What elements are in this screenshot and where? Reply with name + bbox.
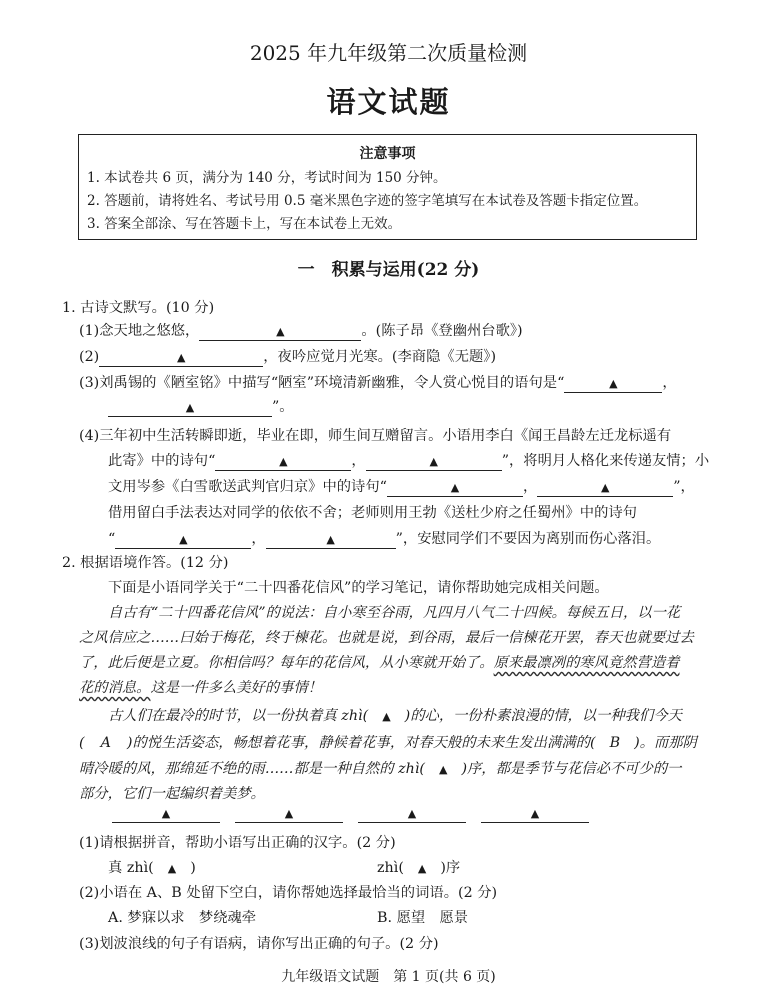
- comma: ，: [662, 375, 677, 391]
- answer-blank: [108, 398, 272, 417]
- q2-p2-line-4: 部分，它们一起编织着美梦。: [79, 786, 265, 802]
- wavy-underline-sentence: 花的消息。: [79, 680, 151, 696]
- q1-s2-label: (2): [79, 349, 100, 365]
- q1-stem: 1. 古诗文默写。(10 分): [62, 300, 215, 316]
- blank-label-b: B: [609, 735, 621, 751]
- answer-blank: [99, 348, 263, 367]
- triangle-marker: ▲: [326, 533, 335, 546]
- q2-sub-3: (3)划波浪线的句子有语病，请你写出正确的句子。(2 分): [79, 936, 439, 952]
- q2-p2-text: )的心，一份朴素浪漫的情，以一种我们今天: [404, 708, 682, 724]
- wavy-underline-sentence: 原来最凛冽的寒风竟然营造着: [493, 655, 680, 671]
- answer-blank: [215, 452, 351, 471]
- q1-sentence-4-line-1: (4)三年初中生活转瞬即逝，毕业在即，师生间互赠留言。小语用李白《闻王昌龄左迁龙标遥有: [79, 428, 672, 444]
- q1-sentence-3-cont: [108, 396, 294, 418]
- comma: ，: [522, 479, 538, 495]
- answer-blank: [564, 374, 662, 393]
- q1-sentence-4-line-4: 借用留白手法表达对同学的依依不舍；老师则用王勃《送杜少府之任蜀州》中的诗句: [108, 505, 637, 521]
- answer-blank: [115, 530, 251, 549]
- triangle-marker: ▲: [276, 325, 285, 338]
- triangle-marker: ▲: [179, 533, 188, 546]
- q1-sentence-2: [79, 346, 496, 368]
- answer-blank: [199, 322, 361, 341]
- notice-item-3: 3. 答案全部涂、写在答题卡上，写在本试卷上无效。: [87, 216, 402, 232]
- triangle-marker: ▲: [530, 807, 540, 820]
- q1-sentence-4-line-3: [108, 476, 695, 498]
- q2-p2-text: )序，都是季节与花信必不可少的一: [461, 761, 682, 777]
- q2-sub1-text: )序: [440, 860, 461, 876]
- q2-sub-1-b: [377, 857, 460, 880]
- triangle-marker: ▲: [438, 763, 448, 776]
- q2-p1-line-2: 之风信应之……曰始于梅花，终于楝花。也就是说，到谷雨，最后一信楝花开罢，春天也就要过去: [79, 630, 694, 646]
- q2-p2-text: 古人们在最冷的时节，以一份执着真 zhì(: [108, 708, 369, 724]
- answer-blank: [387, 478, 523, 497]
- q2-p2-text: )。而那阴: [634, 735, 697, 751]
- q1-s4-text: 文用岑参《白雪歌送武判官归京》中的诗句“: [108, 479, 387, 495]
- triangle-marker: ▲: [161, 807, 171, 820]
- triangle-marker: ▲: [167, 862, 177, 875]
- option-a: A. 梦寐以求 梦绕魂牵: [108, 910, 257, 926]
- notice-item-1: 1. 本试卷共 6 页，满分为 140 分，考试时间为 150 分钟。: [87, 170, 447, 186]
- notice-title: 注意事项: [359, 146, 416, 162]
- answer-line: [235, 808, 343, 823]
- q2-p1-line-3: [79, 652, 679, 674]
- triangle-marker: ▲: [601, 481, 610, 494]
- q1-sentence-4-line-2: [108, 450, 709, 472]
- triangle-marker: ▲: [382, 710, 391, 723]
- subject-title: 语文试题: [326, 85, 451, 119]
- q1-s2-text: ，夜吟应觉月光寒。(李商隐《无题》): [263, 349, 497, 365]
- blank-label-a: A: [100, 735, 111, 751]
- comma: ，: [251, 531, 266, 547]
- notice-item-2: 2. 答题前，请将姓名、考试号用 0.5 毫米黑色字迹的签字笔填写在本试卷及答题卡指定位置。: [87, 193, 648, 209]
- q1-sentence-3: [79, 372, 677, 394]
- answer-blank: [537, 478, 673, 497]
- q1-s1-source: 。(陈子昂《登幽州台歌》): [361, 323, 523, 339]
- triangle-marker: ▲: [177, 351, 186, 364]
- triangle-marker: ▲: [279, 455, 288, 468]
- section-title: 一 积累与运用(22 分): [297, 260, 480, 280]
- q2-sub1-text: zhì(: [377, 860, 404, 876]
- q2-p1-text: 了，此后便是立夏。你相信吗？每年的花信风，从小寒就开始了。: [79, 655, 494, 671]
- q2-p2-line-2: [79, 732, 697, 754]
- q2-sub1-text: 真 zhì(: [108, 860, 154, 876]
- triangle-marker: ▲: [417, 862, 427, 875]
- triangle-marker: ▲: [609, 377, 618, 390]
- page-footer: 九年级语文试题 第 1 页(共 6 页): [281, 969, 496, 985]
- q2-intro: 下面是小语同学关于“二十四番花信风”的学习笔记，请你帮助她完成相关问题。: [108, 580, 609, 596]
- q1-s4-text: “: [108, 531, 116, 547]
- triangle-marker: ▲: [407, 807, 417, 820]
- q2-p2-line-3: [79, 758, 681, 781]
- q2-stem: 2. 根据语境作答。(12 分): [62, 555, 229, 571]
- q1-s4-text: 此寄》中的诗句“: [108, 453, 216, 469]
- answer-line: [112, 808, 220, 823]
- q2-p1-text: 这是一件多么美好的事情！: [150, 680, 323, 696]
- q1-s4-text: ”，安慰同学们不要因为离别而伤心落泪。: [395, 531, 661, 547]
- exam-title: 2025 年九年级第二次质量检测: [249, 41, 528, 65]
- triangle-marker: ▲: [284, 807, 294, 820]
- q2-sub-2: (2)小语在 A、B 处留下空白，请你帮她选择最恰当的词语。(2 分): [79, 885, 498, 901]
- comma: ，: [351, 453, 366, 469]
- answer-line: [481, 808, 589, 823]
- q2-p1-line-1: 自古有“二十四番花信风”的说法：自小寒至谷雨，凡四月八气二十四候。每候五日，以一花: [108, 605, 681, 621]
- q1-s3-text: (3)刘禹锡的《陋室铭》中描写“陋室”环境清新幽雅，令人赏心悦目的语句是“: [79, 375, 565, 391]
- answer-line: [358, 808, 466, 823]
- q2-p2-text: (: [79, 735, 85, 751]
- notice-box: [78, 134, 697, 240]
- q1-s4-text: ”，: [673, 479, 695, 495]
- q2-sub-1-a: [108, 857, 196, 880]
- q2-p1-line-4: [79, 677, 322, 699]
- q2-p2-text: )的悦生活姿态，畅想着花事，静候着花事，对春天般的未来生发出满满的(: [126, 735, 596, 751]
- answer-blank: [366, 452, 502, 471]
- triangle-marker: ▲: [185, 401, 195, 414]
- triangle-marker: ▲: [429, 455, 438, 468]
- answer-blank: [266, 530, 396, 549]
- q2-p2-line-1: [108, 705, 682, 728]
- triangle-marker: ▲: [450, 481, 460, 494]
- q1-s1-text: (1)念天地之悠悠，: [79, 323, 200, 339]
- q2-sub1-text: ): [190, 860, 196, 876]
- q1-s3-end: ”。: [272, 399, 294, 415]
- q1-sentence-4-line-5: [108, 528, 660, 550]
- q1-sentence-1: [79, 320, 523, 342]
- option-b: B. 愿望 愿景: [377, 910, 469, 926]
- q2-p2-text: 晴冷暖的风，那绵延不绝的雨……都是一种自然的 zhì(: [79, 761, 425, 777]
- q2-sub-1: (1)请根据拼音，帮助小语写出正确的汉字。(2 分): [79, 835, 396, 851]
- q1-s4-text: ”，将明月人格化来传递友情；小: [501, 453, 710, 469]
